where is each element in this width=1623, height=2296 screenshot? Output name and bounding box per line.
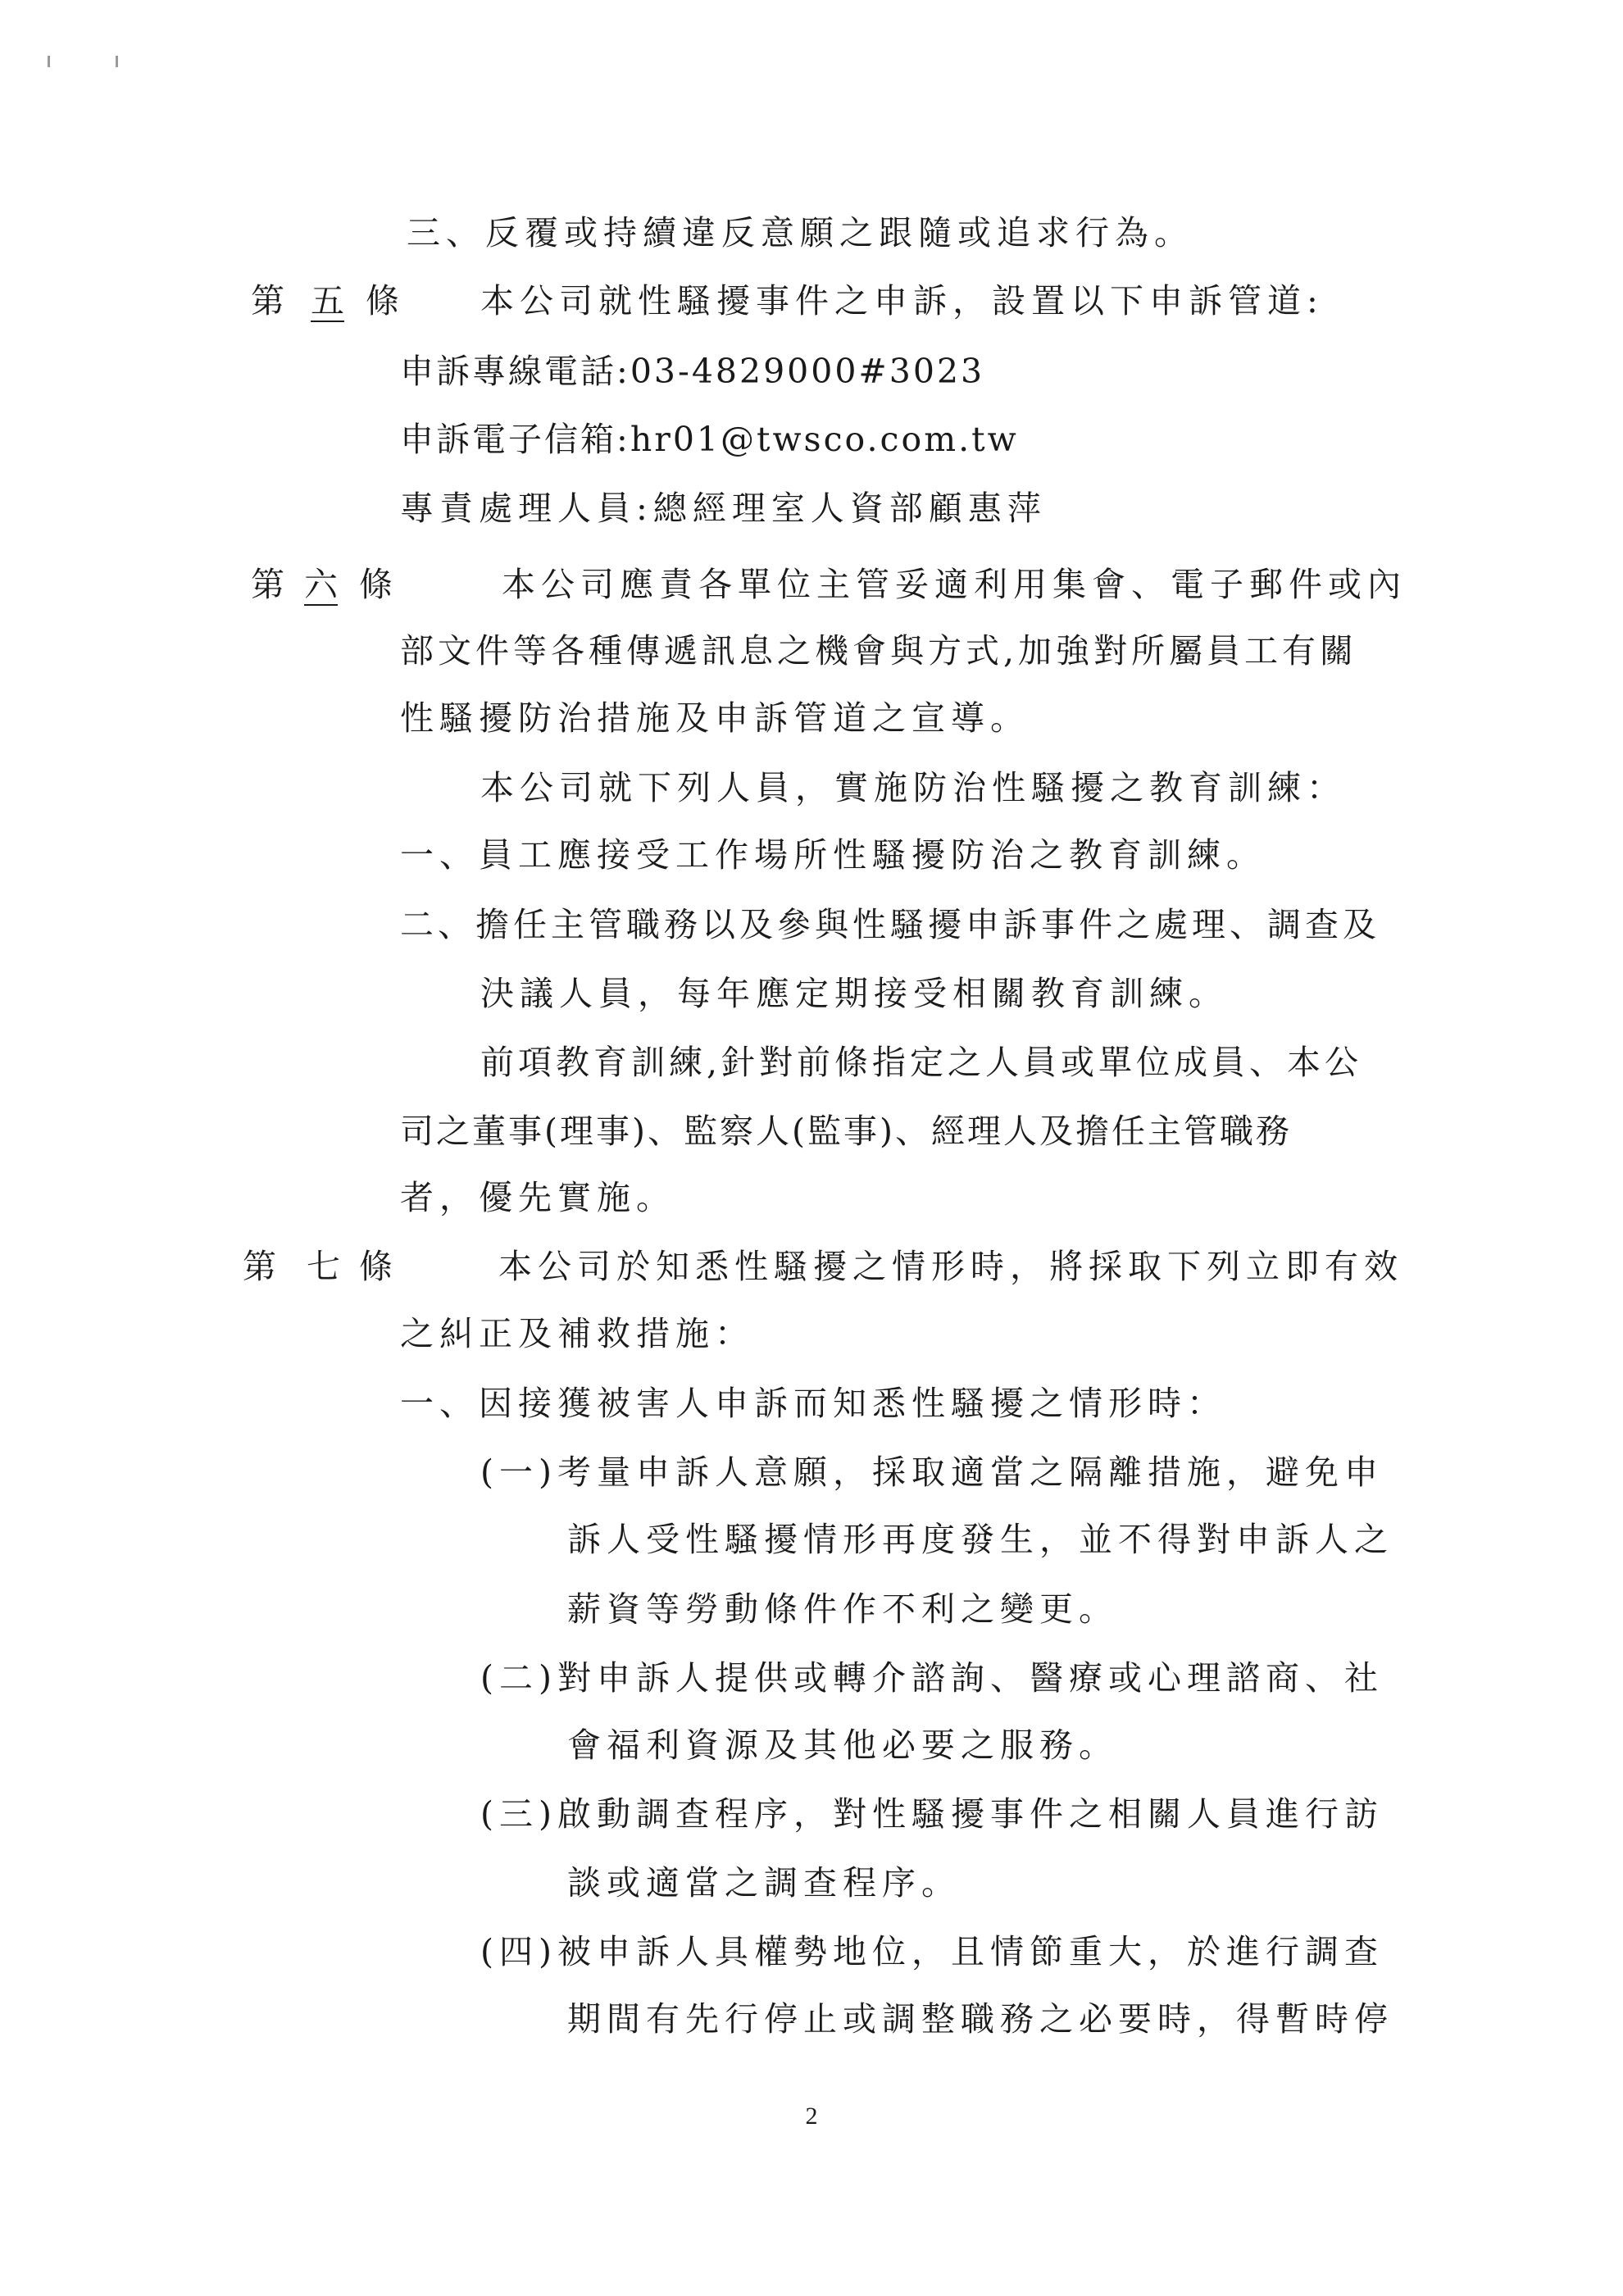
scan-artifact xyxy=(116,56,118,67)
text-line: 之糾正及補救措施： xyxy=(400,1314,754,1353)
text-line: (二)對申訴人提供或轉介諮詢、醫療或心理諮商、社 xyxy=(480,1658,1384,1698)
text-line: 本公司於知悉性騷擾之情形時，將採取下列立即有效 xyxy=(498,1247,1403,1286)
text-line: 訴人受性騷擾情形再度發生，並不得對申訴人之 xyxy=(567,1520,1393,1559)
text-line: 一、因接獲被害人申訴而知悉性騷擾之情形時： xyxy=(400,1384,1226,1423)
article-prefix: 第 xyxy=(251,281,284,321)
text-line: 司之董事(理事)、監察人(監事)、經理人及擔任主管職務 xyxy=(400,1112,1292,1151)
text-line: 部文件等各種傳遞訊息之機會與方式,加強對所屬員工有關 xyxy=(400,631,1358,671)
page-number: 2 xyxy=(805,2103,818,2130)
article-suffix: 條 xyxy=(366,281,399,321)
article-number: 六 xyxy=(304,565,338,604)
text-line: (四)被申訴人具權勢地位，且情節重大，於進行調查 xyxy=(480,1932,1384,1971)
article-prefix: 第 xyxy=(243,1247,276,1286)
text-line: 二、擔任主管職務以及參與性騷擾申訴事件之處理、調查及 xyxy=(400,905,1380,944)
text-line: 期間有先行停止或調整職務之必要時，得暫時停 xyxy=(567,1999,1393,2039)
text-line: 會福利資源及其他必要之服務。 xyxy=(567,1725,1118,1765)
text-line: 性騷擾防治措施及申訴管道之宣導。 xyxy=(400,698,1030,738)
text-line: 申訴專線電話:03-4829000#3023 xyxy=(400,352,985,391)
text-line: 一、員工應接受工作場所性騷擾防治之教育訓練。 xyxy=(400,835,1266,875)
text-line: (三)啟動調查程序，對性騷擾事件之相關人員進行訪 xyxy=(480,1794,1384,1834)
article-suffix: 條 xyxy=(359,565,393,604)
text-line: 三、反覆或持續違反意願之跟隨或追求行為。 xyxy=(407,213,1193,252)
article-number: 七 xyxy=(307,1247,340,1286)
text-line: 談或適當之調查程序。 xyxy=(567,1863,961,1903)
article-number: 五 xyxy=(311,281,344,321)
text-line: 本公司就下列人員，實施防治性騷擾之教育訓練： xyxy=(480,768,1346,807)
text-line: 本公司就性騷擾事件之申訴，設置以下申訴管道: xyxy=(480,281,1324,321)
scan-artifact xyxy=(48,56,50,67)
text-line: 本公司應責各單位主管妥適利用集會、電子郵件或內 xyxy=(502,565,1407,604)
text-line: 專責處理人員:總經理室人資部顧惠萍 xyxy=(400,489,1047,528)
text-line: 決議人員，每年應定期接受相關教育訓練。 xyxy=(480,974,1228,1013)
text-line: 者，優先實施。 xyxy=(400,1178,675,1217)
text-line: (一)考量申訴人意願，採取適當之隔離措施，避免申 xyxy=(480,1453,1384,1492)
text-line: 薪資等勞動條件作不利之變更。 xyxy=(567,1589,1118,1629)
text-line: 申訴電子信箱:hr01@twsco.com.tw xyxy=(400,420,1019,459)
text-line: 前項教育訓練,針對前條指定之人員或單位成員、本公 xyxy=(480,1043,1363,1082)
article-suffix: 條 xyxy=(359,1247,393,1286)
article-prefix: 第 xyxy=(251,565,284,604)
